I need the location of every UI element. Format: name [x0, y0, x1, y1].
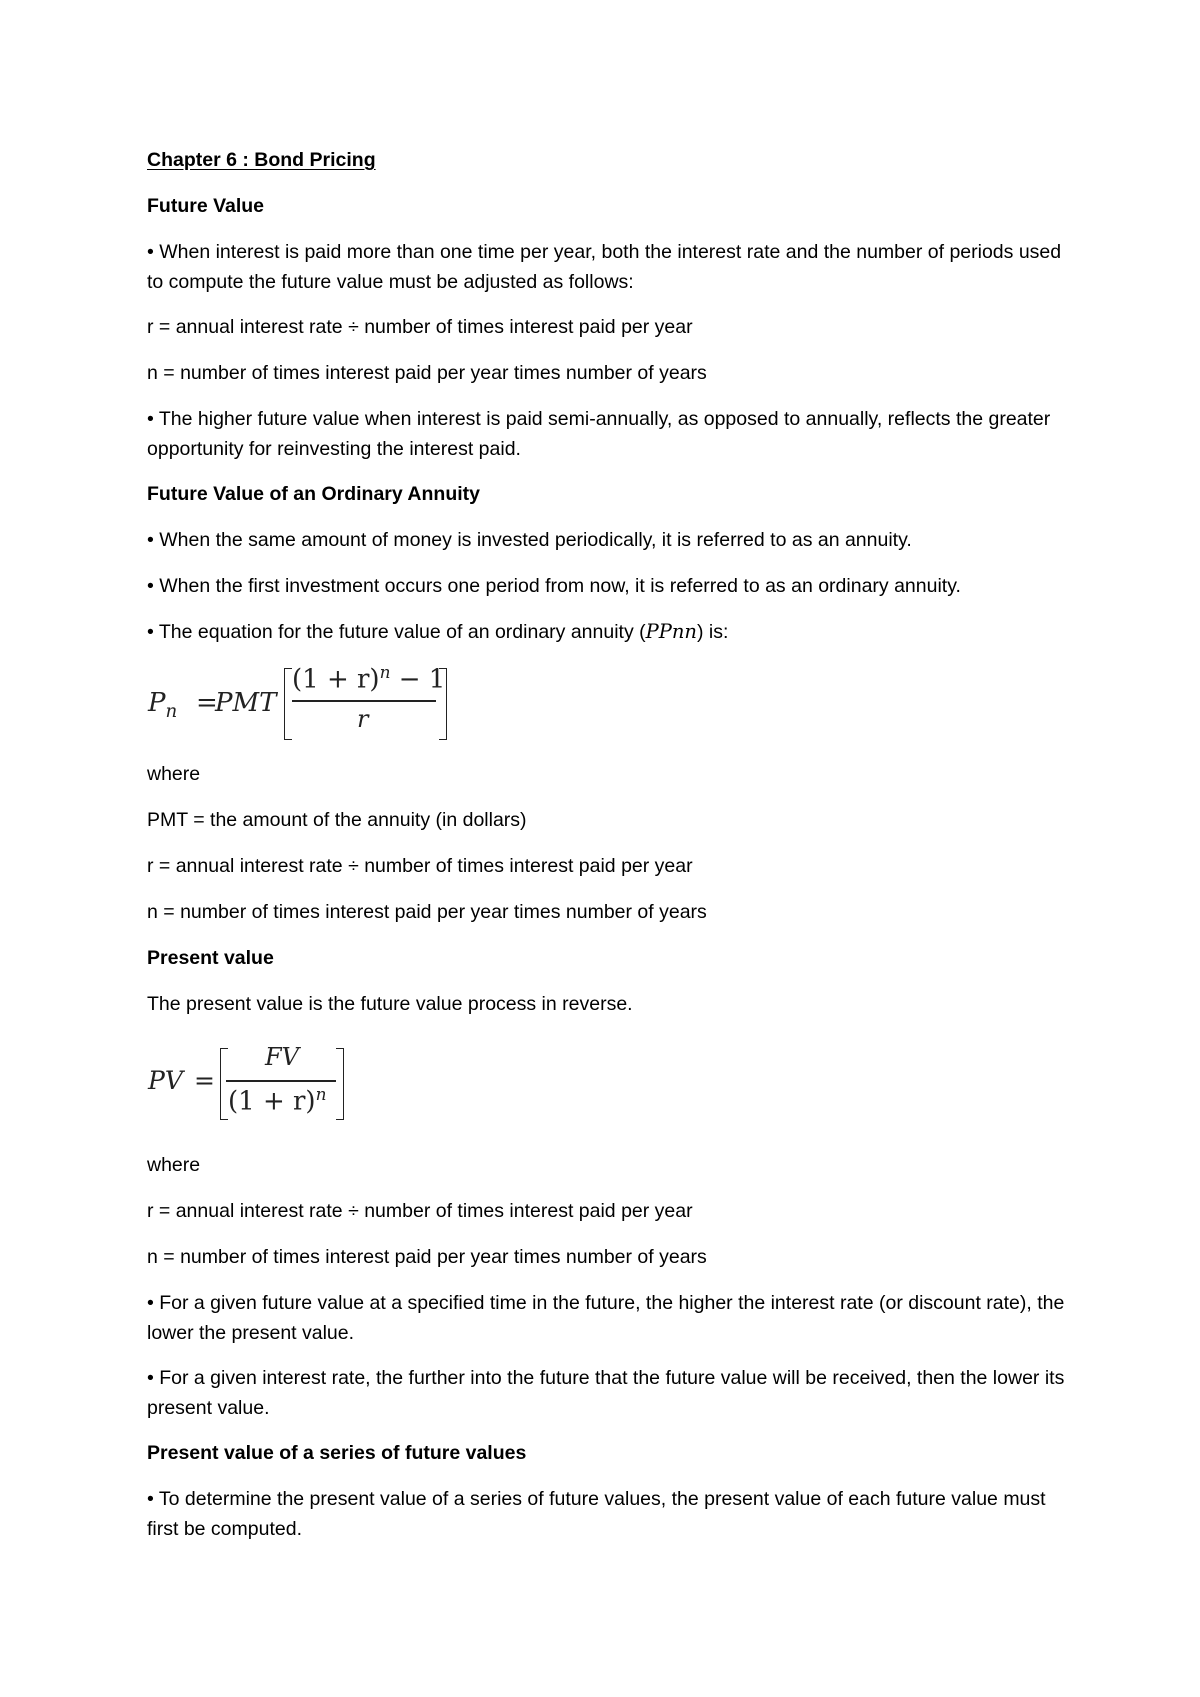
- definition-r: r = annual interest rate ÷ number of times interest paid per year: [147, 316, 693, 338]
- fraction-numerator: FV: [265, 1043, 299, 1071]
- equation-lhs: PV: [148, 1066, 183, 1095]
- section-heading-present-value: Present value: [147, 947, 274, 969]
- fraction-denominator: r: [357, 705, 369, 733]
- where-label: where: [147, 763, 201, 785]
- bullet-item: • For a given interest rate, the further into the future that the future value will be received, then the lower its present value.: [147, 1367, 1065, 1419]
- left-bracket: [220, 1048, 228, 1120]
- definition-r: r = annual interest rate ÷ number of times interest paid per year: [147, 855, 693, 877]
- definition-n: n = number of times interest paid per year times number of years: [147, 901, 707, 923]
- definition-n: n = number of times interest paid per year times number of years: [147, 1246, 707, 1268]
- left-bracket: [284, 668, 292, 740]
- fraction-bar: [226, 1080, 336, 1082]
- section-heading-series: Present value of a series of future values: [147, 1442, 527, 1464]
- section-heading-annuity: Future Value of an Ordinary Annuity: [147, 483, 480, 505]
- paragraph: The present value is the future value process in reverse.: [147, 993, 633, 1015]
- bullet-item: • To determine the present value of a series of future values, the present value of each future value must first be computed.: [147, 1488, 1046, 1540]
- equation-pmt: PMT: [215, 688, 277, 718]
- equals-sign: =: [196, 688, 218, 718]
- right-bracket: [336, 1048, 344, 1120]
- bullet-item: • The equation for the future value of an ordinary annuity (PPnn) is:: [147, 620, 729, 643]
- inline-symbol: PPnn: [645, 620, 697, 643]
- chapter-title: Chapter 6 : Bond Pricing: [147, 149, 376, 171]
- bullet-item: • When the first investment occurs one period from now, it is referred to as an ordinary annuity.: [147, 575, 961, 597]
- fraction-denominator: $(1 + r)^n$: [228, 1084, 327, 1117]
- section-heading-future-value: Future Value: [147, 195, 265, 217]
- equals-sign: =: [194, 1066, 215, 1095]
- paragraph: • The higher future value when interest is paid semi-annually, as opposed to annually, reflects the greater opportunity for reinvesting the interest paid.: [147, 408, 1051, 460]
- bullet-item: • When the same amount of money is invested periodically, it is referred to as an annuity.: [147, 529, 912, 551]
- definition-n: n = number of times interest paid per year times number of years: [147, 362, 707, 384]
- definition-r: r = annual interest rate ÷ number of times interest paid per year: [147, 1200, 693, 1222]
- definition-pmt: PMT = the amount of the annuity (in dollars): [147, 809, 527, 831]
- paragraph: • When interest is paid more than one time per year, both the interest rate and the number of periods used to compute the future value must be adjusted as follows:: [147, 241, 1062, 293]
- where-label: where: [147, 1154, 201, 1176]
- fraction-numerator: $(1 + r)^n - 1$: [292, 662, 446, 695]
- bullet-item: • For a given future value at a specified time in the future, the higher the interest rate (or discount rate), the lower the present value.: [147, 1292, 1065, 1344]
- equation-lhs: $P_n$: [148, 688, 178, 723]
- fraction-bar: [292, 700, 436, 702]
